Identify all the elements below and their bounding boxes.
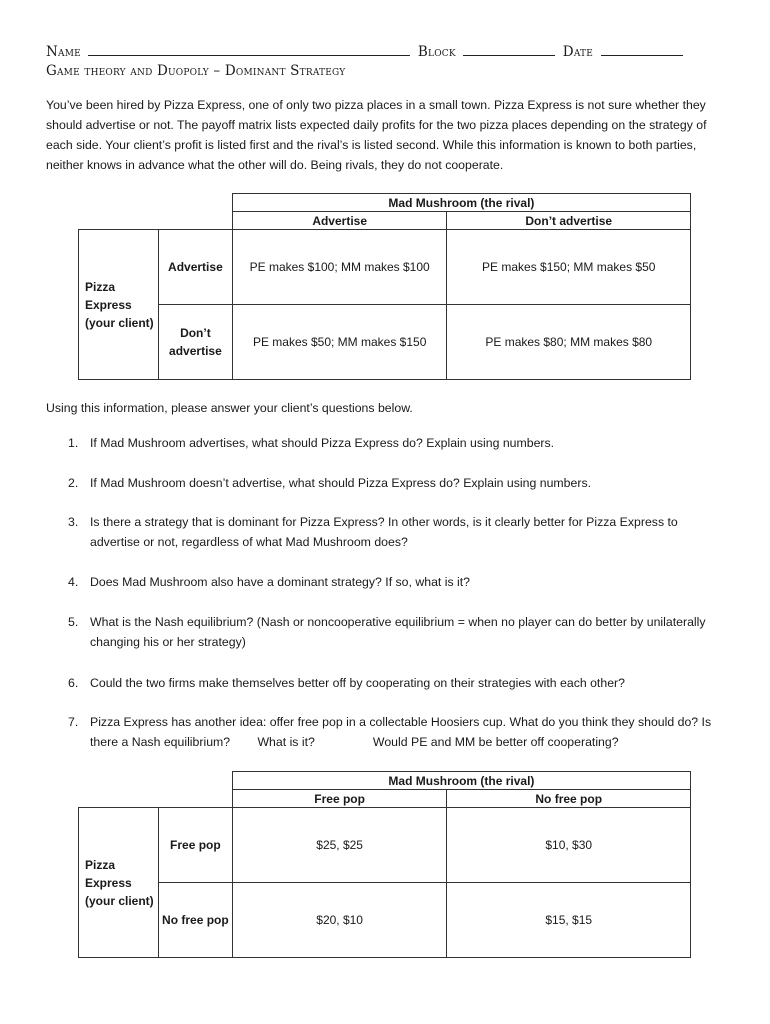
row-header-dont-advertise: Don’t advertise <box>158 305 232 380</box>
date-blank[interactable] <box>601 44 683 56</box>
col-header-free-pop: Free pop <box>232 790 447 808</box>
block-label: Block <box>417 44 456 60</box>
payoff-cell: $15, $15 <box>447 883 691 958</box>
row-header-free-pop: Free pop <box>158 808 232 883</box>
name-label: Name <box>46 44 81 60</box>
payoff-cell: PE makes $150; MM makes $50 <box>447 230 691 305</box>
payoff-cell: PE makes $50; MM makes $150 <box>232 305 447 380</box>
question-number: 7. <box>68 715 79 729</box>
question-number: 3. <box>68 515 79 529</box>
question-text: Pizza Express has another idea: offer free pop in a collectable Hoosiers cup. What do you think they should do? Is there a Nash equilibrium? What is it? Would PE and MM be better off cooperating? <box>90 715 715 749</box>
intro-paragraph <box>46 95 736 175</box>
question-text: If Mad Mushroom advertises, what should Pizza Express do? Explain using numbers. <box>90 436 555 450</box>
name-blank[interactable] <box>88 44 410 56</box>
question-text: Could the two firms make themselves better off by cooperating on their strategies with each other? <box>90 676 625 690</box>
rival-header: Mad Mushroom (the rival) <box>232 772 690 790</box>
worksheet-title: Game theory and Duopoly – Dominant Strategy <box>46 63 346 79</box>
payoff-cell: $20, $10 <box>232 883 447 958</box>
question-number: 6. <box>68 676 79 690</box>
payoff-cell: $25, $25 <box>232 808 447 883</box>
row-header-advertise: Advertise <box>158 230 232 305</box>
col-header-dont-advertise: Don’t advertise <box>447 212 691 230</box>
question-number: 2. <box>68 476 79 490</box>
instructions-text: Using this information, please answer your client’s questions below. <box>46 401 413 415</box>
question-text: Is there a strategy that is dominant for Pizza Express? In other words, is it clearly better for Pizza Express to advertise or not, regardless of what Mad Mushroom does? <box>90 515 678 549</box>
question-text: If Mad Mushroom doesn’t advertise, what should Pizza Express do? Explain using numbers. <box>90 476 592 490</box>
question-text: Does Mad Mushroom also have a dominant strategy? If so, what is it? <box>90 575 471 589</box>
question-number: 4. <box>68 575 79 589</box>
payoff-cell: $10, $30 <box>447 808 691 883</box>
player-label: Pizza Express (your client) <box>79 230 159 380</box>
payoff-cell: PE makes $100; MM makes $100 <box>232 230 447 305</box>
payoff-cell: PE makes $80; MM makes $80 <box>447 305 691 380</box>
payoff-matrix-advertise <box>78 193 691 380</box>
date-label: Date <box>562 44 594 60</box>
payoff-matrix-free-pop <box>78 771 691 958</box>
rival-header: Mad Mushroom (the rival) <box>232 194 690 212</box>
header-fields <box>46 44 686 60</box>
col-header-advertise: Advertise <box>232 212 447 230</box>
question-text: What is the Nash equilibrium? (Nash or noncooperative equilibrium = when no player can do better by unilaterally changing his or her strategy) <box>90 615 706 649</box>
question-number: 1. <box>68 436 79 450</box>
question-number: 5. <box>68 615 79 629</box>
row-header-no-free-pop: No free pop <box>158 883 232 958</box>
player-label: Pizza Express (your client) <box>79 808 159 958</box>
intro-text: You’ve been hired by Pizza Express, one of only two pizza places in a small town. Pizza Express is not sure whether they should advertise or not. The payoff matrix lists expected daily profits for the two pizza places depending on the strategy of each side. Your client’s profit is listed first and the rival’s is listed second. While this information is known to both parties, neither knows in advance what the other will do. Being rivals, they do not cooperate. <box>46 98 707 172</box>
col-header-no-free-pop: No free pop <box>447 790 691 808</box>
block-blank[interactable] <box>463 44 555 56</box>
